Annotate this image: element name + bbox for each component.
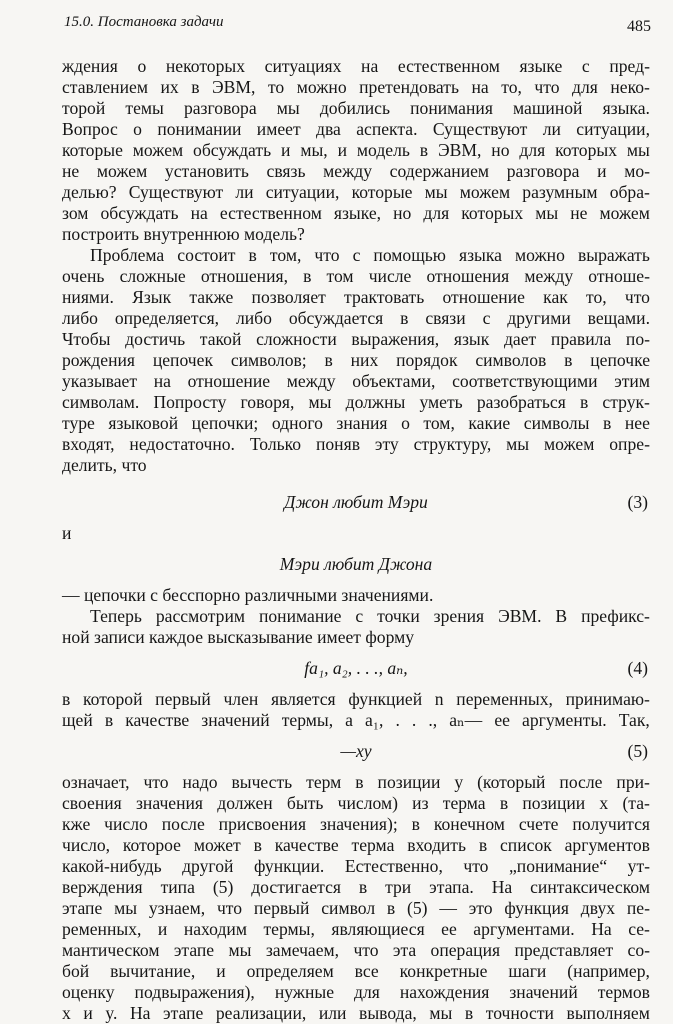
text-line: Проблема состоит в том, что с помощью языка можно выражать bbox=[90, 245, 650, 265]
text-line: очень сложные отношения, в том числе отношения между отноше- bbox=[62, 266, 650, 286]
text-line: ной записи каждое высказывание имеет форму bbox=[62, 627, 415, 647]
equation-text: Мэри любит Джона bbox=[279, 554, 433, 574]
text-line: входят, недостаточно. Только поняв эту структуру, мы можем опре- bbox=[62, 434, 650, 454]
equation-3 bbox=[62, 492, 650, 513]
text-line: которые можем обсуждать и мы, и модель в ЭВМ, но для которых мы bbox=[62, 140, 650, 160]
text-line: число, которое может в качестве терма входить в список аргументов bbox=[62, 835, 650, 855]
text-line: Вопрос о понимании имеет два аспекта. Существуют ли ситуации, bbox=[62, 119, 650, 139]
paragraph-6 bbox=[62, 772, 650, 1024]
text-line: какой-нибудь другой функции. Естественно, что „понимание“ ут- bbox=[62, 856, 650, 876]
equation-number: (4) bbox=[627, 658, 648, 678]
text-line: Чтобы достичь такой сложности выражения, язык дает правила по- bbox=[62, 329, 650, 349]
text-line: ниями. Язык также позволяет трактовать отношение как то, что bbox=[62, 287, 650, 307]
conjunction: и bbox=[62, 523, 72, 543]
text-line: делью? Существуют ли ситуации, которые мы можем разумным обра- bbox=[62, 182, 650, 202]
text-line: щей в качестве значений термы, а a₁, . . ., aₙ— ее аргументы. Так, bbox=[62, 710, 650, 730]
text-line: кже число после присвоения значения); в конечном счете получится bbox=[62, 814, 650, 834]
text-line: ждения о некоторых ситуациях на естественном языке с пред- bbox=[62, 56, 650, 76]
text-line: построить внутреннюю модель? bbox=[62, 224, 305, 244]
page-number: 485 bbox=[627, 18, 651, 35]
text-line: означает, что надо вычесть терм в позиции y (который после при- bbox=[62, 772, 650, 792]
page-body bbox=[62, 56, 650, 1024]
running-header bbox=[64, 14, 651, 36]
paragraph-3: — цепочки с бесспорно различными значениями. bbox=[62, 585, 434, 605]
text-line: указывает на отношение между объектами, соответствующими этим bbox=[62, 371, 650, 391]
equation-text: fa₁, a₂, . . ., aₙ, bbox=[304, 658, 408, 678]
text-line: рождения цепочек символов; в них порядок символов в цепочке bbox=[62, 350, 650, 370]
equation-text: —xy bbox=[340, 741, 372, 761]
text-line: либо определяется, либо обсуждается в связи с другими вещами. bbox=[62, 308, 650, 328]
section-title: 15.0. Постановка задачи bbox=[64, 14, 224, 30]
paragraph-2 bbox=[62, 245, 650, 476]
text-line: своения значения должен быть числом) из терма в позиции x (та- bbox=[62, 793, 650, 813]
text-line: туре языковой цепочки; одного знания о том, какие символы в нее bbox=[62, 413, 650, 433]
text-line: Теперь рассмотрим понимание с точки зрения ЭВМ. В префикс- bbox=[90, 606, 650, 626]
paragraph-4 bbox=[62, 606, 650, 648]
text-line: верждения типа (5) достигается в три этапа. На синтаксическом bbox=[62, 877, 650, 897]
text-line: зом обсуждать на естественном языке, но для которых мы не можем bbox=[62, 203, 650, 223]
text-line: делить, что bbox=[62, 455, 147, 475]
paragraph-5 bbox=[62, 689, 650, 731]
text-line: символам. Попросту говоря, мы должны уметь разобраться в струк- bbox=[62, 392, 650, 412]
equation-3b bbox=[62, 554, 650, 575]
equation-number: (5) bbox=[627, 741, 648, 761]
text-line: оценку подвыражения), нужные для нахождения значений термов bbox=[62, 982, 650, 1002]
paragraph-1 bbox=[62, 56, 650, 245]
text-line: не можем установить связь между содержанием разговора и мо- bbox=[62, 161, 650, 181]
equation-5 bbox=[62, 741, 650, 762]
text-line: x и y. На этапе реализации, или вывода, мы в точности выполняем bbox=[62, 1003, 650, 1023]
text-line: в которой первый член является функцией n переменных, принимаю- bbox=[62, 689, 650, 709]
equation-number: (3) bbox=[627, 492, 648, 512]
text-line: ставлением их в ЭВМ, то можно претендовать на то, что для неко- bbox=[62, 77, 650, 97]
text-line: мантическом этапе мы замечаем, что эта операция представляет со- bbox=[62, 940, 650, 960]
text-line: торой темы разговора мы добились понимания машиной языка. bbox=[62, 98, 650, 118]
text-line: ременных, и находим термы, являющиеся ее аргументами. На се- bbox=[62, 919, 650, 939]
equation-text: Джон любит Мэри bbox=[284, 492, 428, 512]
text-line: этапе мы узнаем, что первый символ в (5) — это функция двух пе- bbox=[62, 898, 650, 918]
text-line: бой вычитание, и определяем все конкретные шаги (например, bbox=[62, 961, 650, 981]
equation-4 bbox=[62, 658, 650, 679]
